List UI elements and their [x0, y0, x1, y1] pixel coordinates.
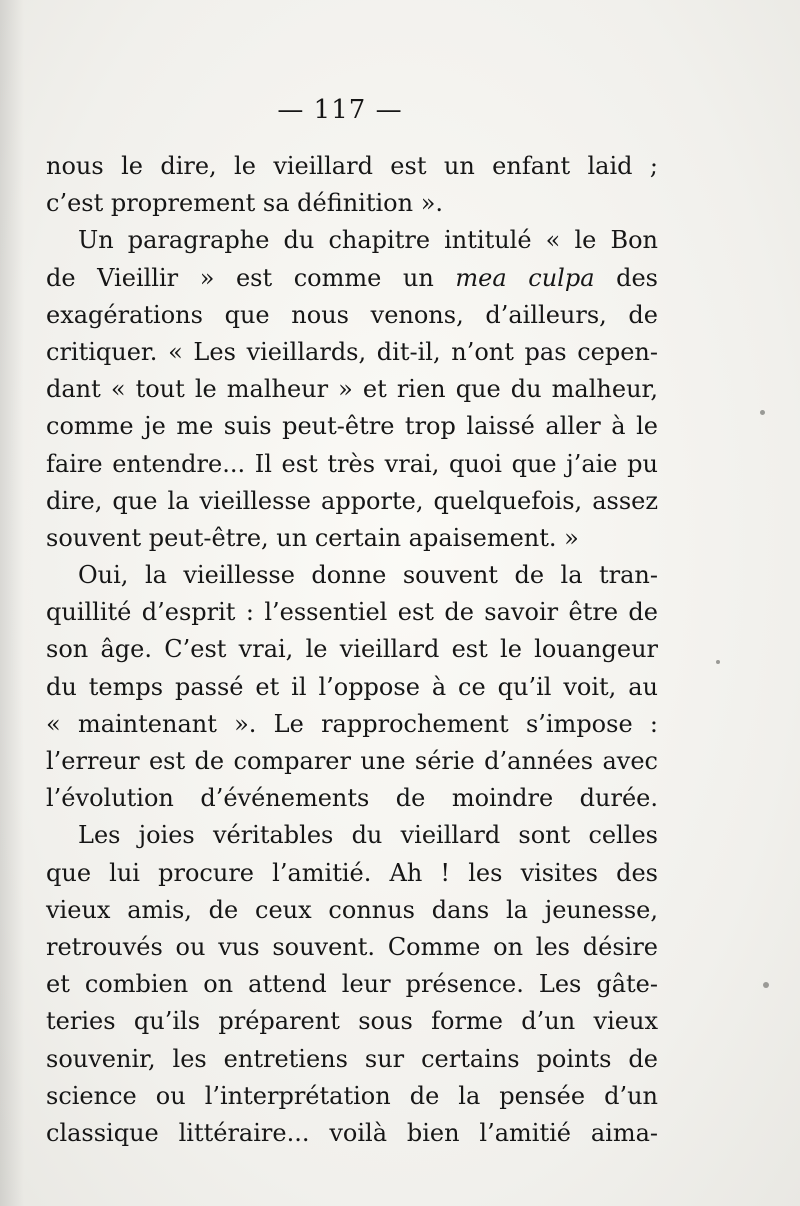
- text-line: du temps passé et il l’oppose à ce qu’il voit, au: [46, 672, 658, 701]
- text-line: vieux amis, de ceux connus dans la jeunesse,: [46, 895, 658, 924]
- text-line: teries qu’ils préparent sous forme d’un vieux: [46, 1007, 658, 1036]
- text-line: retrouvés ou vus souvent. Comme on les désire: [46, 932, 658, 961]
- page-number: — 117 —: [277, 95, 403, 125]
- text-line: l’évolution d’événements de moindre durée.: [46, 784, 658, 813]
- text-line: souvenir, les entretiens sur certains points de: [46, 1044, 658, 1073]
- text-line-part: des: [594, 263, 658, 292]
- text-line: dire, que la vieillesse apporte, quelquefois, assez: [46, 486, 658, 515]
- text-line: « maintenant ». Le rapprochement s’impose :: [46, 709, 658, 738]
- paper-speck: [716, 660, 720, 664]
- text-line: exagérations que nous venons, d’ailleurs, de: [46, 300, 658, 329]
- text-line: Un paragraphe du chapitre intitulé « le Bon: [78, 226, 658, 255]
- text-line: quillité d’esprit : l’essentiel est de savoir être de: [46, 598, 658, 627]
- text-line: nous le dire, le vieillard est un enfant laid ;: [46, 152, 658, 180]
- paper-speck: [763, 982, 769, 988]
- text-line: dant « tout le malheur » et rien que du malheur,: [46, 375, 658, 404]
- text-line: Les joies véritables du vieillard sont celles: [78, 821, 658, 850]
- text-line-with-italic: [46, 260, 658, 297]
- body-text: [46, 148, 658, 1152]
- text-line: l’erreur est de comparer une série d’années avec: [46, 747, 658, 775]
- text-line: science ou l’interprétation de la pensée d’un: [46, 1081, 658, 1110]
- text-line: et combien on attend leur présence. Les gâte-: [46, 970, 658, 999]
- text-line: c’est proprement sa définition ».: [46, 189, 444, 218]
- text-line: son âge. C’est vrai, le vieillard est le louangeur: [46, 635, 658, 664]
- text-line: que lui procure l’amitié. Ah ! les visites des: [46, 858, 658, 887]
- text-line: comme je me suis peut-être trop laissé aller à le: [46, 412, 658, 441]
- text-line: classique littéraire... voilà bien l’amitié aima-: [46, 1118, 658, 1147]
- text-line-part: de Vieillir » est comme un: [46, 263, 456, 292]
- paper-speck: [760, 410, 765, 415]
- text-line: critiquer. « Les vieillards, dit-il, n’ont pas cepen-: [46, 337, 658, 366]
- italic-phrase: mea culpa: [455, 263, 595, 292]
- text-line: Oui, la vieillesse donne souvent de la tran-: [78, 561, 658, 590]
- page-edge-shadow: [0, 0, 24, 1206]
- text-line: faire entendre... Il est très vrai, quoi que j’aie pu: [46, 449, 658, 478]
- text-line: souvent peut-être, un certain apaisement. »: [46, 523, 579, 552]
